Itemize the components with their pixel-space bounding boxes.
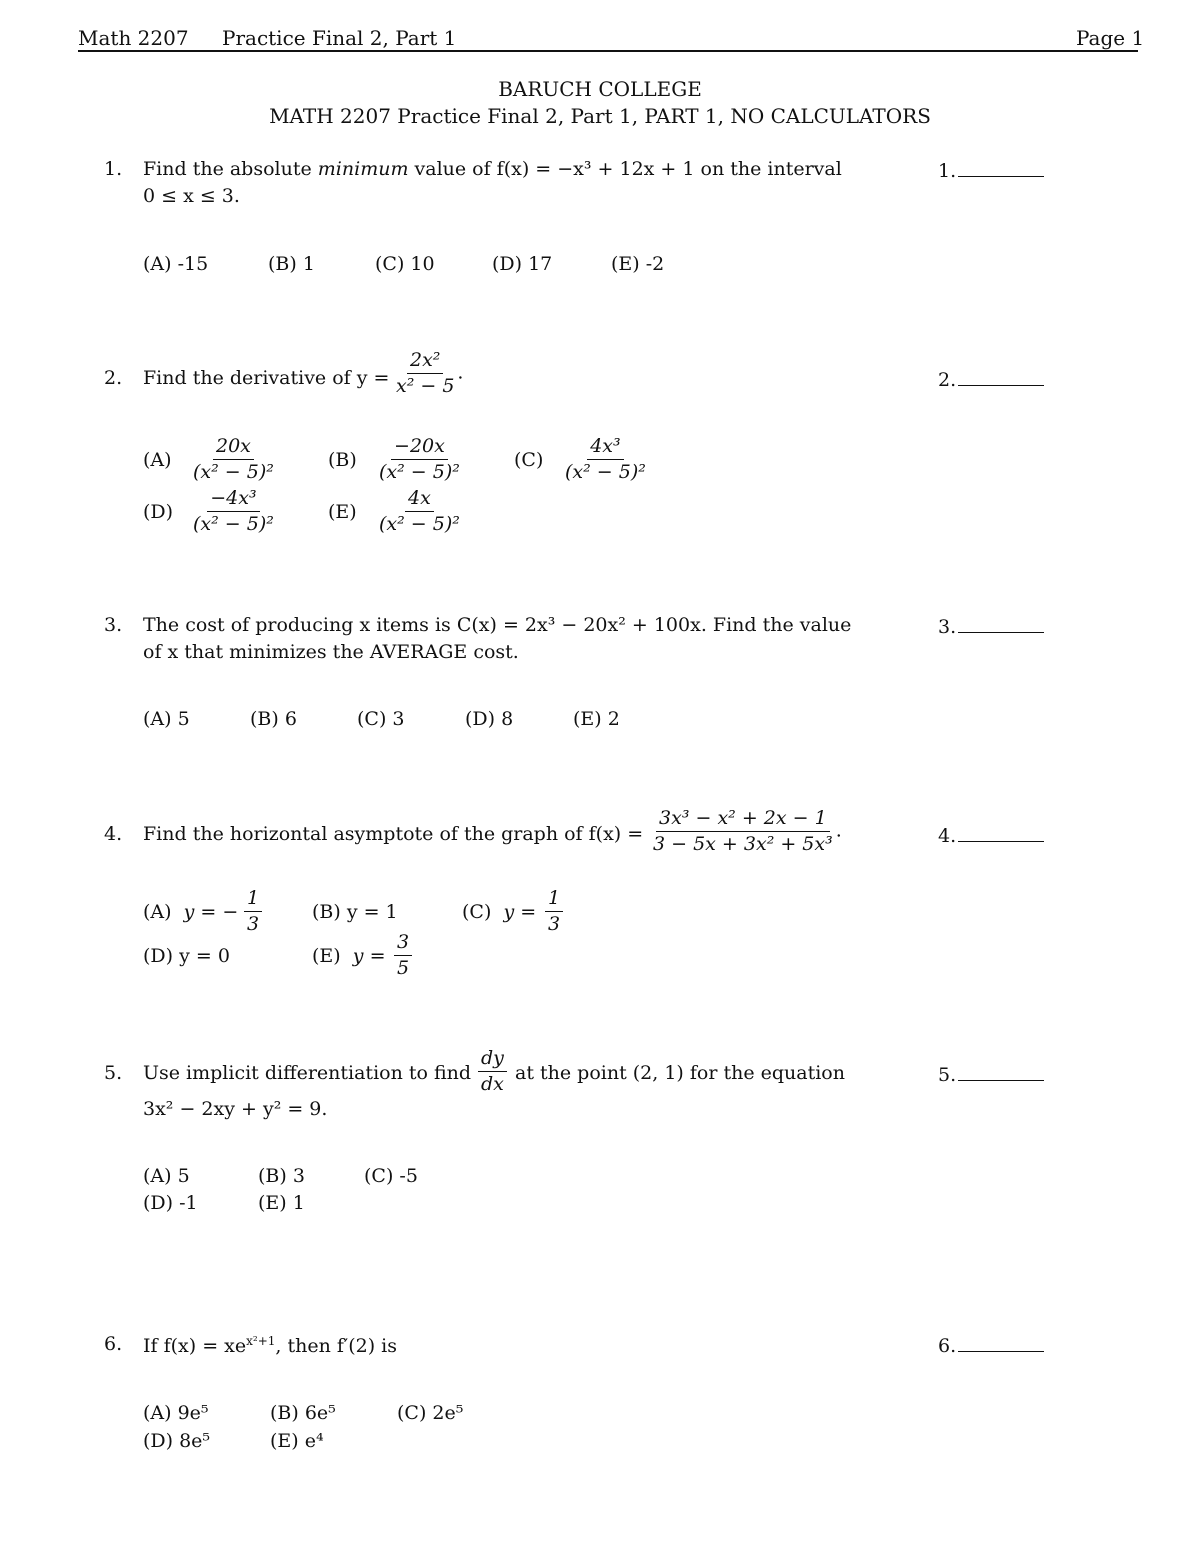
answer-blank[interactable]: 6. [938,1335,1044,1357]
choice-a: (A) 9e⁵ [143,1402,209,1424]
question-text: If $f(x) = xe^{x^2+1}$, then f′(2) is [143,1334,397,1357]
choice-b: (B) 6 [250,708,297,730]
question-number: 5. [104,1062,123,1084]
choice-b-label: (B) [328,449,357,471]
asymptote-fraction: $\frac{\text{3x³ − x² + 2x − 1}}{\text{3 − 5x + 3x² + 5x³}}$ . [653,807,842,855]
choice-e: (E) e⁴ [270,1430,324,1452]
question-text-cont: at the point (2, 1) for the equation [515,1062,845,1084]
question-text: Find the absolute minimum value of f(x) = −x³ + 12x + 1 on the interval [143,158,842,180]
choice-a: (A) -15 [143,253,209,275]
answer-blank[interactable]: 1. [938,160,1044,182]
choice-c: (C) y = [462,901,537,923]
choice-c-fraction: $\frac{1}{3}$ [545,888,563,935]
question-number: 4. [104,823,123,845]
choice-e-fraction: $\frac{4x}{\text{(x² − 5)²}}$ [379,487,460,535]
question-text: Use implicit differentiation to find [143,1062,472,1084]
choice-a-fraction: $\frac{20x}{\text{(x² − 5)²}}$ [193,435,274,483]
choice-b: (B) 3 [258,1165,305,1187]
question-text: The cost of producing x items is C(x) = 2x³ − 20x² + 100x. Find the value [143,614,852,636]
choice-e: (E) y = [312,945,386,967]
choice-c-fraction: $\frac{\text{4x³}}{\text{(x² − 5)²}}$ [565,435,646,483]
exam-subtitle: MATH 2207 Practice Final 2, Part 1, PART 1, NO CALCULATORS [269,104,931,128]
answer-blank[interactable]: 3. [938,616,1044,638]
choice-e-label: (E) [328,501,357,523]
choice-c: (C) 10 [375,253,435,275]
choice-e: (E) 1 [258,1192,305,1214]
derivative-fraction: $\frac{\text{2x²}}{\text{x² − 5}}$ . [396,349,464,397]
question-text-line2: of x that minimizes the AVERAGE cost. [143,641,519,663]
answer-blank[interactable]: 5. [938,1064,1044,1086]
header-exam: Practice Final 2, Part 1 [222,26,457,50]
question-number: 2. [104,367,123,389]
choice-b: (B) 1 [268,253,315,275]
choice-c-label: (C) [514,449,544,471]
choice-d: (D) 8 [465,708,514,730]
header-page: Page 1 [1076,26,1145,50]
choice-d: (D) 8e⁵ [143,1430,211,1452]
choice-b: (B) 6e⁵ [270,1402,336,1424]
choice-b: (B) y = 1 [312,901,398,923]
choice-d: (D) y = 0 [143,945,230,967]
choice-a: (A) 5 [143,708,190,730]
dydx-fraction: $\frac{dy}{dx}$ [478,1048,507,1095]
choice-a: (A) y = − [143,901,239,923]
answer-blank[interactable]: 2. [938,369,1044,391]
school-title: BARUCH COLLEGE [498,77,702,101]
choice-e: (E) -2 [611,253,665,275]
choice-b-fraction: $\frac{-20x}{\text{(x² − 5)²}}$ [379,435,460,483]
question-text: Find the derivative of y = [143,367,390,389]
choice-a-label: (A) [143,449,172,471]
choice-c: (C) 3 [357,708,405,730]
choice-c: (C) -5 [364,1165,418,1187]
question-number: 6. [104,1333,123,1355]
choice-a: (A) 5 [143,1165,190,1187]
choice-c: (C) 2e⁵ [397,1402,464,1424]
choice-e: (E) 2 [573,708,620,730]
question-number: 3. [104,614,123,636]
question-number: 1. [104,158,123,180]
answer-blank[interactable]: 4. [938,825,1044,847]
choice-d: (D) -1 [143,1192,198,1214]
header-course: Math 2207 [78,26,189,50]
header-rule [78,50,1138,52]
choice-e-fraction: $\frac{3}{5}$ [394,932,412,979]
choice-d: (D) 17 [492,253,553,275]
choice-d-fraction: $\frac{\text{−4x³}}{\text{(x² − 5)²}}$ [193,487,274,535]
choice-a-fraction: $\frac{1}{3}$ [244,888,262,935]
question-text-line2: 0 ≤ x ≤ 3. [143,185,240,207]
question-text-line2: 3x² − 2xy + y² = 9. [143,1098,328,1120]
choice-d-label: (D) [143,501,174,523]
question-text: Find the horizontal asymptote of the graph of f(x) = [143,823,644,845]
